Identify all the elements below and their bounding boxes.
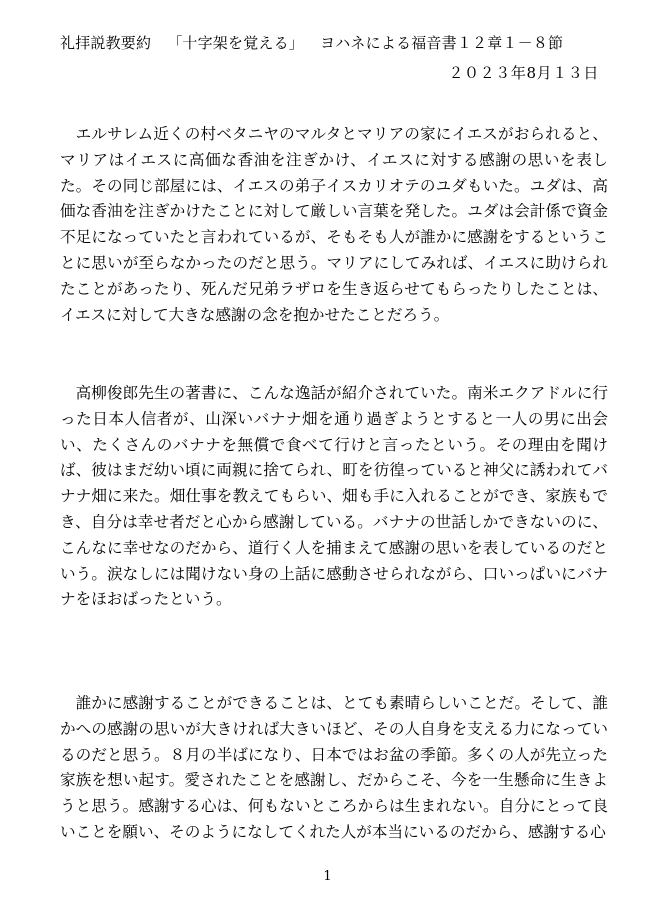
sermon-header xyxy=(60,33,563,53)
sermon-date: ２０２３年8月１３日 xyxy=(448,64,599,82)
paragraph-1: エルサレム近くの村ベタニヤのマルタとマリアの家にイエスがおられると、マリアはイエスに高価な香油を注ぎかけ、イエスに対する感謝の思いを表した。その同じ部屋には、イエスの弟子イスカリオテのユダもいた。ユダは、高価な香油を注ぎかけたことに対して厳しい言葉を発した。ユダは会計係で資金不足になっていたと言われているが、そもそも人が誰かに感謝をするということに思いが至らなかったのだと思う。マリアにしてみれば、イエスに助けられたことがあったり、死んだ兄弟ラザロを生き返らせてもらったりしたことは、イエスに対して大きな感謝の念を抱かせたことだろう。 xyxy=(60,125,608,324)
sermon-category: 礼拝説教要約 xyxy=(60,34,152,52)
paragraph-3: 誰かに感謝することができることは、とても素晴らしいことだ。そして、誰かへの感謝の思いが大きければ大きいほど、その人自身を支える力になっているのだと思う。８月の半ばになり、日本ではお盆の季節。多くの人が先立った家族を想い起す。愛されたことを感謝し、だからこそ、今を一生懸命に生きようと思う。感謝する心は、何もないところからは生まれない。自分にとって良いことを願い、そのようになしてくれた人が本当にいるのだから、感謝する心 xyxy=(60,694,608,841)
page-number: 1 xyxy=(323,869,332,884)
scripture-reference: ヨハネによる福音書１２章１－８節 xyxy=(320,34,564,52)
paragraph-2: 高柳俊郎先生の著書に、こんな逸話が紹介されていた。南米エクアドルに行った日本人信者が、山深いバナナ畑を通り過ぎようとすると一人の男に出会い、たくさんのバナナを無償で食べて行けと言ったという。その理由を聞けば、彼はまだ幼い頃に両親に捨てられ、町を彷徨っていると神父に誘われてバナナ畑に来た。畑仕事を教えてもらい、畑も手に入れることができ、家族もでき、自分は幸せ者だと心から感謝している。バナナの世話しかできないのに、こんなに幸せなのだから、道行く人を捕まえて感謝の思いを表しているのだという。涙なしには聞けない身の上話に感動させられながら、口いっぱいにバナナをほおばったという。 xyxy=(60,384,608,609)
sermon-title: 「十字架を覚える」 xyxy=(167,34,305,52)
